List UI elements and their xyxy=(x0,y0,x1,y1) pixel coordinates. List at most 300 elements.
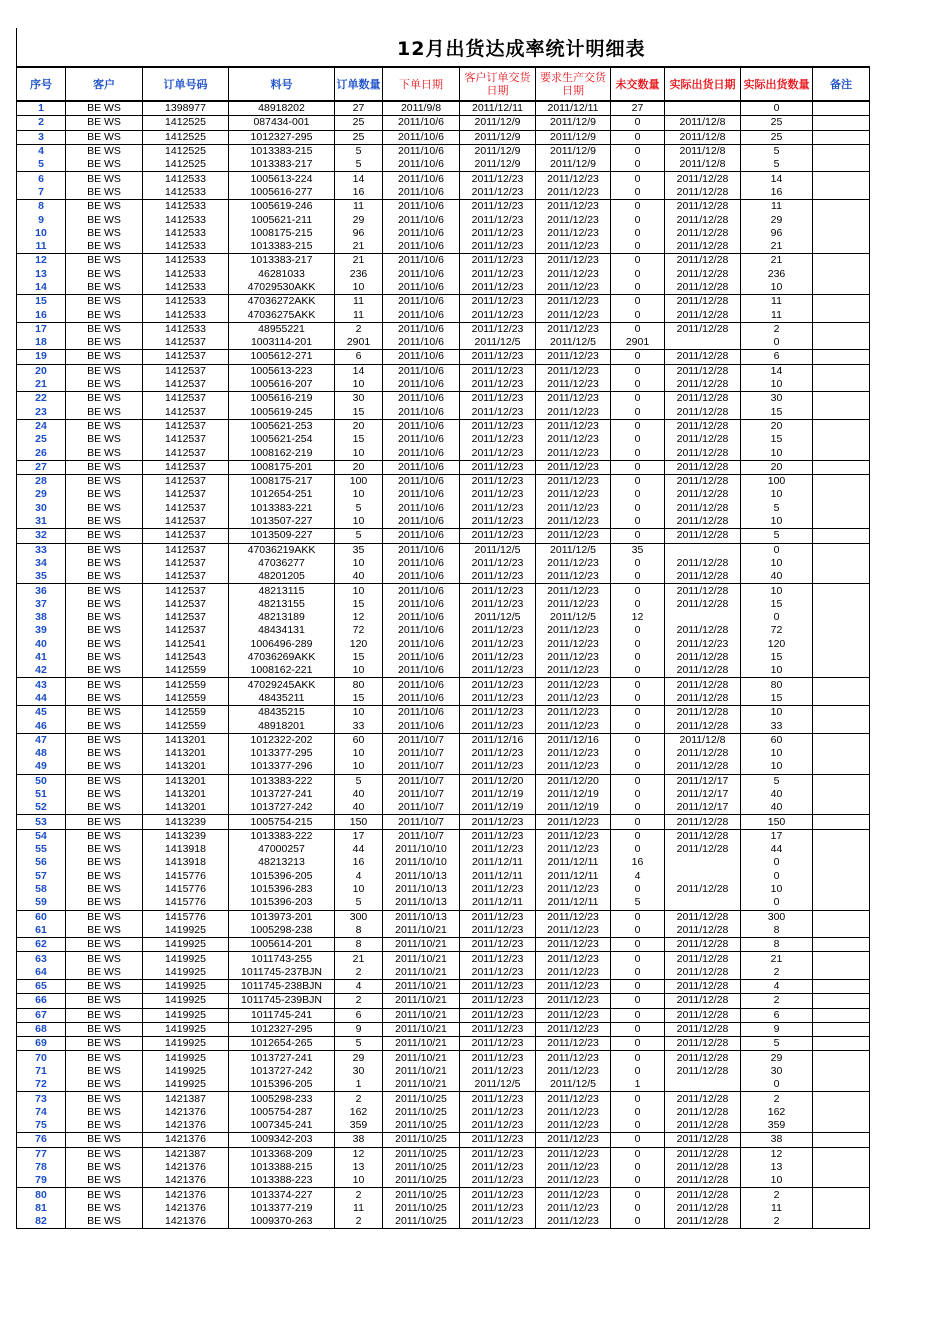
seq-cell[interactable]: 28 xyxy=(17,475,66,489)
required-production-date-cell[interactable]: 2011/12/23 xyxy=(536,502,611,515)
remarks-cell[interactable] xyxy=(813,924,870,938)
customer-cell[interactable]: BE WS xyxy=(66,1188,143,1202)
order-qty-cell[interactable]: 35 xyxy=(335,543,383,557)
order-date-cell[interactable]: 2011/10/6 xyxy=(383,651,460,664)
remarks-cell[interactable] xyxy=(813,815,870,829)
seq-cell[interactable]: 66 xyxy=(17,994,66,1008)
required-production-date-cell[interactable]: 2011/12/23 xyxy=(536,1188,611,1202)
remarks-cell[interactable] xyxy=(813,1051,870,1065)
order-date-cell[interactable]: 2011/10/7 xyxy=(383,760,460,774)
remarks-cell[interactable] xyxy=(813,611,870,624)
order-qty-cell[interactable]: 5 xyxy=(335,502,383,515)
customer-cell[interactable]: BE WS xyxy=(66,268,143,281)
seq-cell[interactable]: 17 xyxy=(17,322,66,336)
seq-cell[interactable]: 71 xyxy=(17,1065,66,1078)
actual-ship-qty-cell[interactable]: 0 xyxy=(741,1078,813,1092)
customer-delivery-date-cell[interactable]: 2011/12/23 xyxy=(460,1133,536,1147)
seq-cell[interactable]: 51 xyxy=(17,788,66,801)
actual-ship-date-cell[interactable]: 2011/12/28 xyxy=(665,815,741,829)
actual-ship-date-cell[interactable]: 2011/12/28 xyxy=(665,350,741,364)
actual-ship-date-cell[interactable]: 2011/12/28 xyxy=(665,1174,741,1188)
order-number-cell[interactable]: 1421376 xyxy=(143,1174,229,1188)
actual-ship-date-cell[interactable]: 2011/12/28 xyxy=(665,446,741,460)
order-qty-cell[interactable]: 10 xyxy=(335,378,383,392)
actual-ship-date-cell[interactable]: 2011/12/8 xyxy=(665,130,741,144)
order-number-cell[interactable]: 1413201 xyxy=(143,801,229,815)
undelivered-qty-cell[interactable]: 0 xyxy=(611,1092,665,1106)
required-production-date-cell[interactable]: 2011/12/23 xyxy=(536,378,611,392)
order-number-cell[interactable]: 1419925 xyxy=(143,924,229,938)
remarks-cell[interactable] xyxy=(813,158,870,172)
customer-delivery-date-cell[interactable]: 2011/12/23 xyxy=(460,1188,536,1202)
undelivered-qty-cell[interactable]: 0 xyxy=(611,1037,665,1051)
remarks-cell[interactable] xyxy=(813,788,870,801)
customer-delivery-date-cell[interactable]: 2011/12/23 xyxy=(460,460,536,474)
actual-ship-qty-cell[interactable]: 6 xyxy=(741,350,813,364)
actual-ship-qty-cell[interactable]: 5 xyxy=(741,144,813,158)
customer-delivery-date-cell[interactable]: 2011/12/23 xyxy=(460,638,536,651)
order-number-cell[interactable]: 1412537 xyxy=(143,406,229,420)
order-number-cell[interactable]: 1412533 xyxy=(143,240,229,254)
order-date-cell[interactable]: 2011/10/6 xyxy=(383,268,460,281)
order-number-cell[interactable]: 1419925 xyxy=(143,1065,229,1078)
customer-delivery-date-cell[interactable]: 2011/12/23 xyxy=(460,446,536,460)
actual-ship-qty-cell[interactable]: 10 xyxy=(741,706,813,720)
actual-ship-date-cell[interactable]: 2011/12/28 xyxy=(665,240,741,254)
actual-ship-date-cell[interactable]: 2011/12/28 xyxy=(665,994,741,1008)
customer-delivery-date-cell[interactable]: 2011/12/23 xyxy=(460,706,536,720)
required-production-date-cell[interactable]: 2011/12/23 xyxy=(536,1022,611,1036)
part-number-cell[interactable]: 1011745-237BJN xyxy=(229,966,335,980)
order-number-cell[interactable]: 1412559 xyxy=(143,664,229,678)
customer-delivery-date-cell[interactable]: 2011/12/23 xyxy=(460,570,536,584)
remarks-cell[interactable] xyxy=(813,446,870,460)
required-production-date-cell[interactable]: 2011/12/23 xyxy=(536,651,611,664)
actual-ship-qty-cell[interactable]: 14 xyxy=(741,172,813,186)
customer-cell[interactable]: BE WS xyxy=(66,1119,143,1133)
order-qty-cell[interactable]: 17 xyxy=(335,829,383,843)
order-number-cell[interactable]: 1413201 xyxy=(143,788,229,801)
undelivered-qty-cell[interactable]: 0 xyxy=(611,638,665,651)
undelivered-qty-cell[interactable]: 2901 xyxy=(611,336,665,350)
customer-delivery-date-cell[interactable]: 2011/12/20 xyxy=(460,774,536,788)
order-date-cell[interactable]: 2011/10/6 xyxy=(383,392,460,406)
actual-ship-date-cell[interactable]: 2011/12/28 xyxy=(665,1051,741,1065)
part-number-cell[interactable]: 1005616-277 xyxy=(229,186,335,200)
customer-delivery-date-cell[interactable]: 2011/12/23 xyxy=(460,1092,536,1106)
actual-ship-date-cell[interactable]: 2011/12/28 xyxy=(665,1022,741,1036)
order-date-cell[interactable]: 2011/10/6 xyxy=(383,543,460,557)
undelivered-qty-cell[interactable]: 0 xyxy=(611,1133,665,1147)
seq-cell[interactable]: 41 xyxy=(17,651,66,664)
part-number-cell[interactable]: 1013383-222 xyxy=(229,829,335,843)
order-qty-cell[interactable]: 8 xyxy=(335,924,383,938)
actual-ship-date-cell[interactable]: 2011/12/28 xyxy=(665,1008,741,1022)
remarks-cell[interactable] xyxy=(813,281,870,295)
part-number-cell[interactable]: 48213213 xyxy=(229,856,335,869)
part-number-cell[interactable]: 1012327-295 xyxy=(229,130,335,144)
order-number-cell[interactable]: 1412533 xyxy=(143,186,229,200)
customer-cell[interactable]: BE WS xyxy=(66,406,143,420)
order-qty-cell[interactable]: 38 xyxy=(335,1133,383,1147)
order-date-cell[interactable]: 2011/10/6 xyxy=(383,281,460,295)
part-number-cell[interactable]: 48918202 xyxy=(229,101,335,116)
order-date-cell[interactable]: 2011/10/6 xyxy=(383,419,460,433)
order-qty-cell[interactable]: 2 xyxy=(335,322,383,336)
order-number-cell[interactable]: 1412537 xyxy=(143,515,229,529)
part-number-cell[interactable]: 1013388-223 xyxy=(229,1174,335,1188)
order-number-cell[interactable]: 1412533 xyxy=(143,281,229,295)
order-date-cell[interactable]: 2011/10/6 xyxy=(383,322,460,336)
remarks-cell[interactable] xyxy=(813,1147,870,1161)
required-production-date-cell[interactable]: 2011/12/23 xyxy=(536,281,611,295)
order-qty-cell[interactable]: 5 xyxy=(335,1037,383,1051)
seq-cell[interactable]: 14 xyxy=(17,281,66,295)
order-date-cell[interactable]: 2011/10/6 xyxy=(383,240,460,254)
order-number-cell[interactable]: 1412537 xyxy=(143,529,229,543)
order-date-cell[interactable]: 2011/10/6 xyxy=(383,638,460,651)
actual-ship-qty-cell[interactable]: 6 xyxy=(741,1008,813,1022)
customer-delivery-date-cell[interactable]: 2011/12/23 xyxy=(460,350,536,364)
actual-ship-qty-cell[interactable]: 40 xyxy=(741,801,813,815)
remarks-cell[interactable] xyxy=(813,1106,870,1119)
part-number-cell[interactable]: 1005754-287 xyxy=(229,1106,335,1119)
customer-delivery-date-cell[interactable]: 2011/12/9 xyxy=(460,130,536,144)
actual-ship-date-cell[interactable]: 2011/12/28 xyxy=(665,952,741,966)
order-date-cell[interactable]: 2011/10/6 xyxy=(383,460,460,474)
undelivered-qty-cell[interactable]: 0 xyxy=(611,227,665,240)
part-number-cell[interactable]: 1013383-215 xyxy=(229,240,335,254)
order-number-cell[interactable]: 1419925 xyxy=(143,1051,229,1065)
order-date-cell[interactable]: 2011/10/6 xyxy=(383,213,460,226)
order-qty-cell[interactable]: 10 xyxy=(335,664,383,678)
actual-ship-qty-cell[interactable]: 29 xyxy=(741,213,813,226)
actual-ship-qty-cell[interactable]: 359 xyxy=(741,1119,813,1133)
part-number-cell[interactable]: 1008162-221 xyxy=(229,664,335,678)
customer-cell[interactable]: BE WS xyxy=(66,598,143,611)
undelivered-qty-cell[interactable]: 4 xyxy=(611,870,665,883)
customer-delivery-date-cell[interactable]: 2011/12/23 xyxy=(460,557,536,570)
customer-cell[interactable]: BE WS xyxy=(66,1037,143,1051)
actual-ship-date-cell[interactable] xyxy=(665,1078,741,1092)
order-date-cell[interactable]: 2011/10/21 xyxy=(383,1037,460,1051)
customer-cell[interactable]: BE WS xyxy=(66,966,143,980)
customer-delivery-date-cell[interactable]: 2011/12/23 xyxy=(460,392,536,406)
order-number-cell[interactable]: 1412525 xyxy=(143,158,229,172)
customer-cell[interactable]: BE WS xyxy=(66,433,143,446)
remarks-cell[interactable] xyxy=(813,1037,870,1051)
customer-delivery-date-cell[interactable]: 2011/12/23 xyxy=(460,295,536,309)
customer-delivery-date-cell[interactable]: 2011/12/5 xyxy=(460,611,536,624)
part-number-cell[interactable]: 1005613-224 xyxy=(229,172,335,186)
required-production-date-cell[interactable]: 2011/12/23 xyxy=(536,706,611,720)
seq-cell[interactable]: 45 xyxy=(17,706,66,720)
undelivered-qty-cell[interactable]: 0 xyxy=(611,1174,665,1188)
seq-cell[interactable]: 29 xyxy=(17,488,66,501)
customer-cell[interactable]: BE WS xyxy=(66,801,143,815)
order-number-cell[interactable]: 1413918 xyxy=(143,856,229,869)
order-qty-cell[interactable]: 30 xyxy=(335,392,383,406)
actual-ship-date-cell[interactable]: 2011/12/28 xyxy=(665,829,741,843)
actual-ship-date-cell[interactable]: 2011/12/28 xyxy=(665,515,741,529)
order-number-cell[interactable]: 1412559 xyxy=(143,692,229,706)
actual-ship-qty-cell[interactable]: 5 xyxy=(741,529,813,543)
undelivered-qty-cell[interactable]: 0 xyxy=(611,281,665,295)
part-number-cell[interactable]: 48434131 xyxy=(229,624,335,637)
order-number-cell[interactable]: 1413201 xyxy=(143,774,229,788)
actual-ship-qty-cell[interactable]: 100 xyxy=(741,475,813,489)
actual-ship-date-cell[interactable]: 2011/12/28 xyxy=(665,1147,741,1161)
seq-cell[interactable]: 62 xyxy=(17,938,66,952)
undelivered-qty-cell[interactable]: 0 xyxy=(611,774,665,788)
remarks-cell[interactable] xyxy=(813,336,870,350)
customer-cell[interactable]: BE WS xyxy=(66,502,143,515)
seq-cell[interactable]: 39 xyxy=(17,624,66,637)
customer-cell[interactable]: BE WS xyxy=(66,378,143,392)
seq-cell[interactable]: 26 xyxy=(17,446,66,460)
order-number-cell[interactable]: 1412533 xyxy=(143,322,229,336)
required-production-date-cell[interactable]: 2011/12/20 xyxy=(536,774,611,788)
actual-ship-date-cell[interactable]: 2011/12/28 xyxy=(665,406,741,420)
customer-cell[interactable]: BE WS xyxy=(66,1161,143,1174)
order-qty-cell[interactable]: 96 xyxy=(335,227,383,240)
order-qty-cell[interactable]: 20 xyxy=(335,460,383,474)
undelivered-qty-cell[interactable]: 0 xyxy=(611,254,665,268)
required-production-date-cell[interactable]: 2011/12/9 xyxy=(536,158,611,172)
part-number-cell[interactable]: 48435215 xyxy=(229,706,335,720)
remarks-cell[interactable] xyxy=(813,1174,870,1188)
order-date-cell[interactable]: 2011/10/21 xyxy=(383,1051,460,1065)
part-number-cell[interactable]: 47029245AKK xyxy=(229,678,335,692)
customer-cell[interactable]: BE WS xyxy=(66,101,143,116)
order-qty-cell[interactable]: 14 xyxy=(335,364,383,378)
seq-cell[interactable]: 57 xyxy=(17,870,66,883)
customer-cell[interactable]: BE WS xyxy=(66,719,143,733)
undelivered-qty-cell[interactable]: 0 xyxy=(611,788,665,801)
part-number-cell[interactable]: 1005621-254 xyxy=(229,433,335,446)
customer-delivery-date-cell[interactable]: 2011/12/19 xyxy=(460,788,536,801)
order-number-cell[interactable]: 1421376 xyxy=(143,1202,229,1215)
part-number-cell[interactable]: 1005621-211 xyxy=(229,213,335,226)
customer-cell[interactable]: BE WS xyxy=(66,747,143,760)
undelivered-qty-cell[interactable]: 0 xyxy=(611,829,665,843)
order-date-cell[interactable]: 2011/10/25 xyxy=(383,1161,460,1174)
seq-cell[interactable]: 8 xyxy=(17,200,66,214)
order-number-cell[interactable]: 1419925 xyxy=(143,994,229,1008)
order-date-cell[interactable]: 2011/10/6 xyxy=(383,706,460,720)
seq-cell[interactable]: 67 xyxy=(17,1008,66,1022)
order-date-cell[interactable]: 2011/10/6 xyxy=(383,406,460,420)
undelivered-qty-cell[interactable]: 0 xyxy=(611,364,665,378)
header-part-number[interactable]: 料号 xyxy=(229,67,335,101)
part-number-cell[interactable]: 1007345-241 xyxy=(229,1119,335,1133)
customer-cell[interactable]: BE WS xyxy=(66,733,143,747)
actual-ship-date-cell[interactable]: 2011/12/28 xyxy=(665,281,741,295)
actual-ship-date-cell[interactable]: 2011/12/17 xyxy=(665,801,741,815)
required-production-date-cell[interactable]: 2011/12/9 xyxy=(536,144,611,158)
actual-ship-qty-cell[interactable]: 17 xyxy=(741,829,813,843)
undelivered-qty-cell[interactable]: 0 xyxy=(611,446,665,460)
customer-delivery-date-cell[interactable]: 2011/12/23 xyxy=(460,308,536,322)
customer-delivery-date-cell[interactable]: 2011/12/23 xyxy=(460,966,536,980)
actual-ship-qty-cell[interactable]: 10 xyxy=(741,378,813,392)
undelivered-qty-cell[interactable]: 0 xyxy=(611,801,665,815)
required-production-date-cell[interactable]: 2011/12/16 xyxy=(536,733,611,747)
customer-cell[interactable]: BE WS xyxy=(66,158,143,172)
remarks-cell[interactable] xyxy=(813,308,870,322)
order-number-cell[interactable]: 1412533 xyxy=(143,308,229,322)
customer-delivery-date-cell[interactable]: 2011/12/23 xyxy=(460,980,536,994)
order-qty-cell[interactable]: 6 xyxy=(335,1008,383,1022)
order-qty-cell[interactable]: 25 xyxy=(335,130,383,144)
undelivered-qty-cell[interactable]: 0 xyxy=(611,1008,665,1022)
order-qty-cell[interactable]: 10 xyxy=(335,760,383,774)
order-date-cell[interactable]: 2011/10/21 xyxy=(383,966,460,980)
required-production-date-cell[interactable]: 2011/12/23 xyxy=(536,364,611,378)
actual-ship-date-cell[interactable] xyxy=(665,856,741,869)
actual-ship-qty-cell[interactable]: 10 xyxy=(741,557,813,570)
customer-cell[interactable]: BE WS xyxy=(66,364,143,378)
order-number-cell[interactable]: 1419925 xyxy=(143,1022,229,1036)
order-date-cell[interactable]: 2011/10/6 xyxy=(383,624,460,637)
actual-ship-qty-cell[interactable]: 2 xyxy=(741,966,813,980)
customer-cell[interactable]: BE WS xyxy=(66,1051,143,1065)
actual-ship-qty-cell[interactable]: 11 xyxy=(741,295,813,309)
seq-cell[interactable]: 31 xyxy=(17,515,66,529)
order-number-cell[interactable]: 1412533 xyxy=(143,254,229,268)
customer-delivery-date-cell[interactable]: 2011/12/23 xyxy=(460,254,536,268)
order-date-cell[interactable]: 2011/10/6 xyxy=(383,144,460,158)
customer-delivery-date-cell[interactable]: 2011/12/9 xyxy=(460,158,536,172)
undelivered-qty-cell[interactable]: 0 xyxy=(611,433,665,446)
remarks-cell[interactable] xyxy=(813,584,870,598)
header-actual-ship-qty[interactable]: 实际出货数量 xyxy=(741,67,813,101)
undelivered-qty-cell[interactable]: 0 xyxy=(611,144,665,158)
undelivered-qty-cell[interactable]: 0 xyxy=(611,598,665,611)
undelivered-qty-cell[interactable]: 0 xyxy=(611,733,665,747)
seq-cell[interactable]: 20 xyxy=(17,364,66,378)
order-qty-cell[interactable]: 14 xyxy=(335,172,383,186)
remarks-cell[interactable] xyxy=(813,692,870,706)
order-qty-cell[interactable]: 60 xyxy=(335,733,383,747)
order-number-cell[interactable]: 1412537 xyxy=(143,460,229,474)
seq-cell[interactable]: 48 xyxy=(17,747,66,760)
required-production-date-cell[interactable]: 2011/12/23 xyxy=(536,883,611,896)
required-production-date-cell[interactable]: 2011/12/23 xyxy=(536,186,611,200)
required-production-date-cell[interactable]: 2011/12/23 xyxy=(536,994,611,1008)
order-date-cell[interactable]: 2011/10/6 xyxy=(383,488,460,501)
order-number-cell[interactable]: 1415776 xyxy=(143,870,229,883)
actual-ship-qty-cell[interactable]: 25 xyxy=(741,130,813,144)
order-date-cell[interactable]: 2011/10/25 xyxy=(383,1106,460,1119)
actual-ship-qty-cell[interactable]: 10 xyxy=(741,584,813,598)
order-number-cell[interactable]: 1413918 xyxy=(143,843,229,856)
part-number-cell[interactable]: 1013383-221 xyxy=(229,502,335,515)
actual-ship-date-cell[interactable]: 2011/12/28 xyxy=(665,651,741,664)
customer-delivery-date-cell[interactable]: 2011/12/23 xyxy=(460,488,536,501)
customer-delivery-date-cell[interactable]: 2011/12/23 xyxy=(460,1174,536,1188)
order-date-cell[interactable]: 2011/10/21 xyxy=(383,980,460,994)
order-date-cell[interactable]: 2011/10/25 xyxy=(383,1133,460,1147)
required-production-date-cell[interactable]: 2011/12/23 xyxy=(536,406,611,420)
order-number-cell[interactable]: 1421376 xyxy=(143,1119,229,1133)
actual-ship-qty-cell[interactable]: 13 xyxy=(741,1161,813,1174)
part-number-cell[interactable]: 1009370-263 xyxy=(229,1215,335,1229)
part-number-cell[interactable]: 1013509-227 xyxy=(229,529,335,543)
seq-cell[interactable]: 52 xyxy=(17,801,66,815)
order-qty-cell[interactable]: 10 xyxy=(335,747,383,760)
part-number-cell[interactable]: 1015396-283 xyxy=(229,883,335,896)
order-number-cell[interactable]: 1419925 xyxy=(143,1037,229,1051)
undelivered-qty-cell[interactable]: 0 xyxy=(611,760,665,774)
customer-delivery-date-cell[interactable]: 2011/12/23 xyxy=(460,1161,536,1174)
part-number-cell[interactable]: 1012327-295 xyxy=(229,1022,335,1036)
remarks-cell[interactable] xyxy=(813,980,870,994)
order-date-cell[interactable]: 2011/10/13 xyxy=(383,910,460,924)
order-number-cell[interactable]: 1421376 xyxy=(143,1106,229,1119)
customer-delivery-date-cell[interactable]: 2011/12/23 xyxy=(460,952,536,966)
seq-cell[interactable]: 15 xyxy=(17,295,66,309)
undelivered-qty-cell[interactable]: 0 xyxy=(611,213,665,226)
actual-ship-date-cell[interactable]: 2011/12/28 xyxy=(665,433,741,446)
required-production-date-cell[interactable]: 2011/12/23 xyxy=(536,200,611,214)
customer-delivery-date-cell[interactable]: 2011/12/23 xyxy=(460,200,536,214)
customer-cell[interactable]: BE WS xyxy=(66,938,143,952)
seq-cell[interactable]: 78 xyxy=(17,1161,66,1174)
order-qty-cell[interactable]: 10 xyxy=(335,1174,383,1188)
part-number-cell[interactable]: 48213155 xyxy=(229,598,335,611)
actual-ship-date-cell[interactable]: 2011/12/28 xyxy=(665,227,741,240)
customer-delivery-date-cell[interactable]: 2011/12/11 xyxy=(460,870,536,883)
actual-ship-qty-cell[interactable]: 25 xyxy=(741,116,813,130)
remarks-cell[interactable] xyxy=(813,350,870,364)
order-number-cell[interactable]: 1412537 xyxy=(143,336,229,350)
actual-ship-qty-cell[interactable]: 21 xyxy=(741,952,813,966)
order-date-cell[interactable]: 2011/10/6 xyxy=(383,584,460,598)
actual-ship-qty-cell[interactable]: 5 xyxy=(741,774,813,788)
actual-ship-qty-cell[interactable]: 15 xyxy=(741,598,813,611)
part-number-cell[interactable]: 47036272AKK xyxy=(229,295,335,309)
remarks-cell[interactable] xyxy=(813,419,870,433)
seq-cell[interactable]: 60 xyxy=(17,910,66,924)
required-production-date-cell[interactable]: 2011/12/23 xyxy=(536,980,611,994)
actual-ship-qty-cell[interactable]: 9 xyxy=(741,1022,813,1036)
order-qty-cell[interactable]: 40 xyxy=(335,788,383,801)
actual-ship-qty-cell[interactable]: 16 xyxy=(741,186,813,200)
order-date-cell[interactable]: 2011/10/6 xyxy=(383,158,460,172)
header-remarks[interactable]: 备注 xyxy=(813,67,870,101)
required-production-date-cell[interactable]: 2011/12/23 xyxy=(536,557,611,570)
seq-cell[interactable]: 74 xyxy=(17,1106,66,1119)
required-production-date-cell[interactable]: 2011/12/23 xyxy=(536,172,611,186)
remarks-cell[interactable] xyxy=(813,475,870,489)
customer-cell[interactable]: BE WS xyxy=(66,584,143,598)
order-number-cell[interactable]: 1421387 xyxy=(143,1147,229,1161)
part-number-cell[interactable]: 48213115 xyxy=(229,584,335,598)
seq-cell[interactable]: 68 xyxy=(17,1022,66,1036)
customer-cell[interactable]: BE WS xyxy=(66,570,143,584)
customer-delivery-date-cell[interactable]: 2011/12/23 xyxy=(460,1215,536,1229)
customer-cell[interactable]: BE WS xyxy=(66,924,143,938)
order-qty-cell[interactable]: 12 xyxy=(335,611,383,624)
undelivered-qty-cell[interactable]: 0 xyxy=(611,1202,665,1215)
required-production-date-cell[interactable]: 2011/12/23 xyxy=(536,433,611,446)
actual-ship-qty-cell[interactable]: 11 xyxy=(741,200,813,214)
order-qty-cell[interactable]: 236 xyxy=(335,268,383,281)
part-number-cell[interactable]: 1013507-227 xyxy=(229,515,335,529)
undelivered-qty-cell[interactable]: 0 xyxy=(611,502,665,515)
order-number-cell[interactable]: 1412537 xyxy=(143,570,229,584)
